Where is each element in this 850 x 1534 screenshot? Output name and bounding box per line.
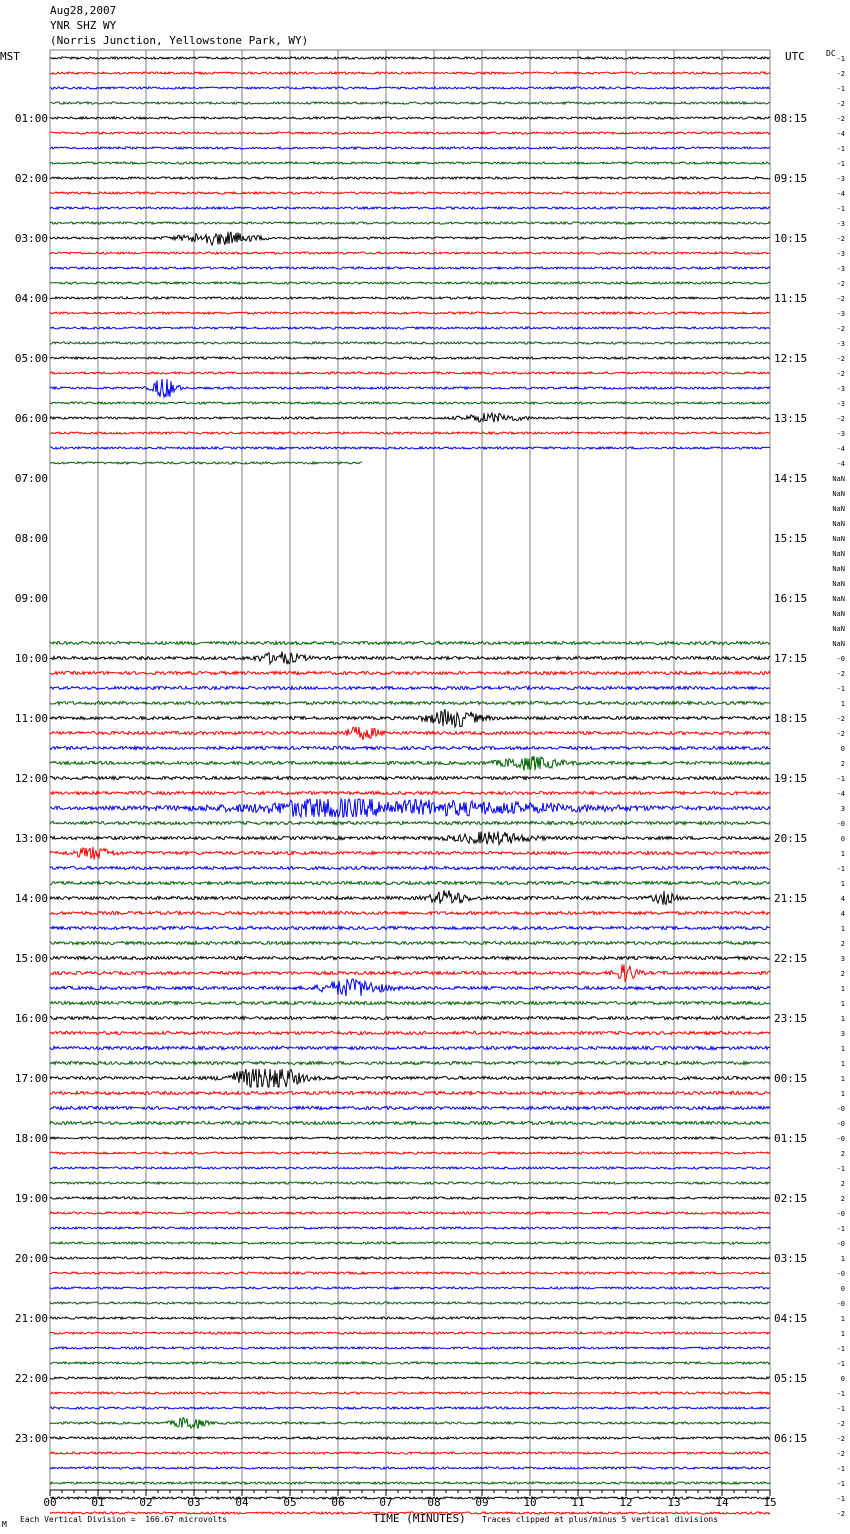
- mst-hour-label: 16:00: [14, 1012, 48, 1025]
- trace-row: [50, 866, 770, 869]
- clipping-note: Traces clipped at plus/minus 5 vertical divisions: [482, 1515, 719, 1524]
- trace-row: [50, 1046, 770, 1049]
- dc-offset-label: -1: [836, 145, 845, 153]
- dc-offset-label: -2: [836, 715, 845, 723]
- utc-hour-label: 11:15: [774, 292, 808, 305]
- utc-hour-label: 21:15: [774, 892, 808, 905]
- dc-offset-label: -1: [836, 1390, 845, 1398]
- trace-row: [50, 312, 770, 314]
- seismic-traces: [50, 57, 770, 1514]
- x-tick-label: 14: [715, 1496, 729, 1509]
- dc-offset-label: -1: [836, 1480, 845, 1488]
- trace-row: [50, 1061, 770, 1064]
- trace-row: [50, 192, 770, 194]
- trace-row: [50, 162, 770, 164]
- dc-offset-label: -2: [836, 1510, 845, 1518]
- utc-hour-label: 20:15: [774, 832, 808, 845]
- dc-offset-label: 2: [840, 1180, 845, 1188]
- dc-offset-label: -2: [836, 355, 845, 363]
- dc-offset-label: -4: [836, 460, 845, 468]
- x-tick-label: 01: [91, 1496, 105, 1509]
- dc-offset-label: 4: [840, 895, 845, 903]
- utc-hour-label: 00:15: [774, 1072, 808, 1085]
- x-tick-label: 04: [235, 1496, 249, 1509]
- trace-row: [50, 327, 770, 329]
- dc-offset-label: -0: [836, 1300, 845, 1308]
- trace-row: [50, 776, 770, 779]
- mst-hour-label: 22:00: [14, 1372, 48, 1385]
- dc-offset-label: -3: [836, 220, 845, 228]
- time-axis: [43, 1490, 776, 1509]
- trace-row: [50, 791, 770, 794]
- trace-row: [50, 132, 770, 134]
- mst-hour-label: 18:00: [14, 1132, 48, 1145]
- dc-offset-label: -2: [836, 1450, 845, 1458]
- dc-offset-label: -2: [836, 115, 845, 123]
- mst-hour-label: 12:00: [14, 772, 48, 785]
- mst-hour-label: 01:00: [14, 112, 48, 125]
- x-tick-label: 09: [475, 1496, 489, 1509]
- corner-mark: M: [2, 1520, 7, 1529]
- dc-offset-label: -3: [836, 265, 845, 273]
- dc-offset-label: NaN: [832, 580, 845, 588]
- dc-offset-label: -2: [836, 235, 845, 243]
- trace-row: [50, 1272, 770, 1274]
- dc-offset-label: 1: [840, 1090, 845, 1098]
- mst-hour-label: 03:00: [14, 232, 48, 245]
- dc-offset-label: -1: [836, 1345, 845, 1353]
- dc-offset-label: -1: [836, 865, 845, 873]
- dc-offset-label: 1: [840, 880, 845, 888]
- trace-row: [50, 402, 770, 404]
- dc-offset-label: -4: [836, 130, 845, 138]
- dc-offset-label: NaN: [832, 610, 845, 618]
- trace-row: [50, 222, 770, 224]
- trace-row: [50, 1287, 770, 1289]
- dc-offset-label: 1: [840, 1060, 845, 1068]
- utc-hour-label: 01:15: [774, 1132, 808, 1145]
- mst-hour-label: 23:00: [14, 1432, 48, 1445]
- dc-offset-label: -1: [836, 1165, 845, 1173]
- trace-row: [50, 799, 770, 817]
- dc-offset-label: 1: [840, 1315, 845, 1323]
- dc-offset-label: 2: [840, 940, 845, 948]
- trace-row: [50, 102, 770, 104]
- trace-row: [50, 1392, 770, 1394]
- x-tick-label: 03: [187, 1496, 201, 1509]
- trace-row: [50, 671, 770, 674]
- dc-offset-label: 2: [840, 760, 845, 768]
- dc-offset-label: 3: [840, 1030, 845, 1038]
- trace-row: [50, 1302, 770, 1304]
- plot-frame: [50, 50, 770, 1490]
- dc-offset-label: -2: [836, 670, 845, 678]
- dc-offset-label: -3: [836, 400, 845, 408]
- utc-hour-label: 16:15: [774, 592, 808, 605]
- dc-offset-label: -3: [836, 430, 845, 438]
- trace-row: [50, 1069, 770, 1087]
- trace-row: [50, 1467, 770, 1469]
- dc-offset-label: 1: [840, 1000, 845, 1008]
- dc-offset-label: -1: [836, 1360, 845, 1368]
- trace-row: [50, 252, 770, 254]
- mst-hour-label: 08:00: [14, 532, 48, 545]
- trace-row: [50, 297, 770, 299]
- utc-hour-label: 19:15: [774, 772, 808, 785]
- trace-row: [50, 1212, 770, 1214]
- dc-offset-label: NaN: [832, 475, 845, 483]
- trace-row: [50, 641, 770, 644]
- trace-row: [50, 177, 770, 179]
- record-date: Aug28,2007: [50, 4, 117, 17]
- x-tick-label: 08: [427, 1496, 441, 1509]
- utc-hour-label: 22:15: [774, 952, 808, 965]
- mst-hour-label: 20:00: [14, 1252, 48, 1265]
- trace-row: [50, 926, 770, 929]
- dc-offset-label: -3: [836, 310, 845, 318]
- dc-offset-label: -2: [836, 415, 845, 423]
- trace-row: [50, 979, 770, 996]
- trace-row: [50, 964, 770, 981]
- dc-offset-label: 3: [840, 955, 845, 963]
- trace-row: [50, 1242, 770, 1244]
- x-tick-label: 10: [523, 1496, 537, 1509]
- vertical-division-note: Each Vertical Division = 166.67 microvolts: [20, 1515, 228, 1524]
- trace-row: [50, 727, 770, 740]
- dc-offset-label: NaN: [832, 565, 845, 573]
- dc-offset-label: NaN: [832, 550, 845, 558]
- mst-hour-label: 10:00: [14, 652, 48, 665]
- trace-row: [50, 709, 770, 727]
- x-tick-label: 06: [331, 1496, 345, 1509]
- trace-row: [50, 1332, 770, 1334]
- trace-row: [50, 1362, 770, 1364]
- mst-hour-label: 19:00: [14, 1192, 48, 1205]
- mst-hour-label: 06:00: [14, 412, 48, 425]
- trace-row: [50, 282, 770, 284]
- dc-offset-label: -3: [836, 340, 845, 348]
- trace-row: [50, 911, 770, 914]
- trace-row: [50, 372, 770, 374]
- x-tick-label: 00: [43, 1496, 57, 1509]
- x-tick-label: 12: [619, 1496, 633, 1509]
- mst-hour-label: 21:00: [14, 1312, 48, 1325]
- x-tick-label: 07: [379, 1496, 393, 1509]
- dc-offset-label: -2: [836, 1435, 845, 1443]
- dc-offset-label: -2: [836, 295, 845, 303]
- dc-offset-label: 0: [840, 835, 845, 843]
- dc-offset-label: 0: [840, 1285, 845, 1293]
- utc-hour-label: 05:15: [774, 1372, 808, 1385]
- dc-offset-label: -0: [836, 1135, 845, 1143]
- trace-row: [50, 1437, 770, 1439]
- trace-row: [50, 207, 770, 209]
- utc-hour-label: 18:15: [774, 712, 808, 725]
- dc-offset-label: -1: [836, 160, 845, 168]
- trace-row: [50, 881, 770, 884]
- x-tick-label: 15: [763, 1496, 777, 1509]
- dc-column-title: DC: [826, 49, 836, 58]
- dc-offset-label: 0: [840, 745, 845, 753]
- trace-row: [50, 232, 770, 245]
- dc-offset-label: -4: [836, 790, 845, 798]
- utc-hour-label: 13:15: [774, 412, 808, 425]
- trace-row: [50, 1121, 770, 1124]
- dc-offset-label: 1: [840, 985, 845, 993]
- trace-row: [50, 1031, 770, 1034]
- trace-row: [50, 462, 362, 464]
- dc-offset-label: NaN: [832, 490, 845, 498]
- dc-offset-label: 3: [840, 805, 845, 813]
- trace-row: [50, 117, 770, 119]
- dc-offset-label: 1: [840, 1045, 845, 1053]
- dc-offset-label: 1: [840, 1075, 845, 1083]
- utc-hour-label: 04:15: [774, 1312, 808, 1325]
- trace-row: [50, 1152, 770, 1154]
- dc-offset-label: 4: [840, 910, 845, 918]
- trace-row: [50, 342, 770, 344]
- utc-hour-label: 08:15: [774, 112, 808, 125]
- dc-offset-label: -0: [836, 655, 845, 663]
- trace-row: [50, 1167, 770, 1169]
- utc-hour-label: 03:15: [774, 1252, 808, 1265]
- dc-offset-label: 2: [840, 1150, 845, 1158]
- dc-offset-label: NaN: [832, 520, 845, 528]
- mst-hour-label: 15:00: [14, 952, 48, 965]
- trace-row: [50, 1418, 770, 1429]
- utc-hour-label: 09:15: [774, 172, 808, 185]
- trace-row: [50, 1482, 770, 1484]
- station-code: YNR SHZ WY: [50, 19, 117, 32]
- dc-offset-label: -4: [836, 190, 845, 198]
- mst-hour-label: 13:00: [14, 832, 48, 845]
- utc-axis-title: UTC: [785, 50, 805, 63]
- utc-hour-label: 10:15: [774, 232, 808, 245]
- trace-row: [50, 432, 770, 434]
- dc-offset-label: -1: [836, 685, 845, 693]
- mst-hour-label: 04:00: [14, 292, 48, 305]
- dc-offset-label: NaN: [832, 535, 845, 543]
- trace-row: [50, 1407, 770, 1409]
- x-tick-label: 13: [667, 1496, 681, 1509]
- dc-offset-label: -0: [836, 820, 845, 828]
- trace-row: [50, 267, 770, 269]
- trace-row: [50, 1347, 770, 1349]
- dc-offset-label: -0: [836, 1210, 845, 1218]
- x-tick-label: 11: [571, 1496, 585, 1509]
- dc-offset-label: 1: [840, 1015, 845, 1023]
- dc-offset-label: 1: [840, 700, 845, 708]
- trace-row: [50, 87, 770, 89]
- mst-hour-label: 05:00: [14, 352, 48, 365]
- dc-offset-label: -2: [836, 70, 845, 78]
- dc-offset-label: -3: [836, 385, 845, 393]
- dc-offset-label: NaN: [832, 595, 845, 603]
- dc-offset-label: 2: [840, 1195, 845, 1203]
- dc-offset-label: -3: [836, 250, 845, 258]
- dc-offset-label: -2: [836, 730, 845, 738]
- trace-row: [50, 357, 770, 359]
- utc-hour-labels: [774, 112, 807, 1445]
- dc-offset-label: -0: [836, 1105, 845, 1113]
- trace-row: [50, 1016, 770, 1019]
- utc-hour-label: 14:15: [774, 472, 808, 485]
- trace-row: [50, 831, 770, 844]
- trace-row: [50, 1106, 770, 1109]
- dc-offset-labels: [832, 55, 845, 1518]
- utc-hour-label: 23:15: [774, 1012, 808, 1025]
- trace-row: [50, 686, 770, 689]
- x-axis-label: TIME (MINUTES): [373, 1512, 466, 1525]
- trace-row: [50, 1091, 770, 1094]
- dc-offset-label: -0: [836, 1270, 845, 1278]
- mst-hour-label: 11:00: [14, 712, 48, 725]
- mst-hour-label: 17:00: [14, 1072, 48, 1085]
- dc-offset-label: -0: [836, 1120, 845, 1128]
- trace-row: [50, 1452, 770, 1454]
- mst-hour-label: 14:00: [14, 892, 48, 905]
- utc-hour-label: 06:15: [774, 1432, 808, 1445]
- dc-offset-label: -1: [836, 1465, 845, 1473]
- dc-offset-label: 1: [840, 1255, 845, 1263]
- trace-row: [50, 447, 770, 449]
- x-tick-label: 02: [139, 1496, 153, 1509]
- station-location: (Norris Junction, Yellowstone Park, WY): [50, 34, 309, 47]
- dc-offset-label: -2: [836, 1420, 845, 1428]
- trace-row: [50, 701, 770, 704]
- utc-hour-label: 15:15: [774, 532, 808, 545]
- dc-offset-label: -4: [836, 445, 845, 453]
- trace-row: [50, 756, 770, 771]
- trace-row: [50, 1317, 770, 1319]
- dc-offset-label: 2: [840, 970, 845, 978]
- dc-offset-label: -1: [836, 85, 845, 93]
- dc-offset-label: 1: [840, 850, 845, 858]
- dc-offset-label: -2: [836, 100, 845, 108]
- dc-offset-label: -1: [836, 1405, 845, 1413]
- trace-row: [50, 890, 770, 905]
- dc-offset-label: -0: [836, 1240, 845, 1248]
- dc-offset-label: 1: [840, 925, 845, 933]
- trace-row: [50, 746, 770, 749]
- dc-offset-label: -2: [836, 370, 845, 378]
- mst-hour-label: 02:00: [14, 172, 48, 185]
- dc-offset-label: -1: [836, 1495, 845, 1503]
- trace-row: [50, 379, 770, 397]
- dc-offset-label: -1: [836, 205, 845, 213]
- x-tick-label: 05: [283, 1496, 297, 1509]
- trace-row: [50, 652, 770, 665]
- trace-row: [50, 941, 770, 944]
- trace-row: [50, 57, 770, 59]
- dc-offset-label: -1: [836, 55, 845, 63]
- trace-row: [50, 821, 770, 824]
- dc-offset-label: 1: [840, 1330, 845, 1338]
- trace-row: [50, 1497, 770, 1499]
- mst-hour-labels: [15, 112, 48, 1445]
- trace-row: [50, 147, 770, 149]
- trace-row: [50, 1257, 770, 1259]
- dc-offset-label: NaN: [832, 625, 845, 633]
- trace-row: [50, 72, 770, 74]
- mst-axis-title: MST: [0, 50, 20, 63]
- trace-row: [50, 1137, 770, 1139]
- dc-offset-label: -1: [836, 775, 845, 783]
- dc-offset-label: NaN: [832, 640, 845, 648]
- utc-hour-label: 17:15: [774, 652, 808, 665]
- trace-row: [50, 1182, 770, 1184]
- utc-hour-label: 12:15: [774, 352, 808, 365]
- trace-row: [50, 956, 770, 959]
- mst-hour-label: 07:00: [14, 472, 48, 485]
- dc-offset-label: -2: [836, 325, 845, 333]
- utc-hour-label: 02:15: [774, 1192, 808, 1205]
- trace-row: [50, 1227, 770, 1229]
- dc-offset-label: -2: [836, 280, 845, 288]
- dc-offset-label: NaN: [832, 505, 845, 513]
- dc-offset-label: -1: [836, 1225, 845, 1233]
- dc-offset-label: 0: [840, 1375, 845, 1383]
- trace-row: [50, 1001, 770, 1004]
- trace-row: [50, 847, 770, 860]
- minute-gridlines: [50, 50, 770, 1490]
- trace-row: [50, 413, 770, 422]
- trace-row: [50, 1197, 770, 1199]
- trace-row: [50, 1377, 770, 1379]
- mst-hour-label: 09:00: [14, 592, 48, 605]
- dc-offset-label: -3: [836, 175, 845, 183]
